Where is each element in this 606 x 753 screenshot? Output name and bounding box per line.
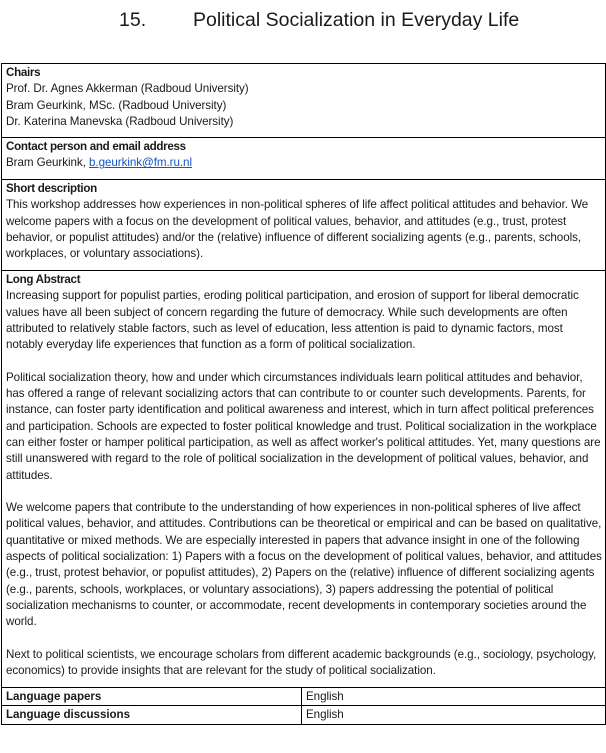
long-abstract-heading: Long Abstract <box>6 273 81 286</box>
abstract-paragraph: We welcome papers that contribute to the understanding of how experiences in non-political spheres of live affect political values, behavior, and attitudes. Contributions can be theoretical or empirical and can be based on qualitative, quantitative or mixed methods. We are especially interested in papers that advance insight in one of the following aspects of political socialization: 1) Papers with a focus on the development of political values, behavior, and attitudes (e.g., trust, protest behavior, or populist attitudes), 2) Papers on the (relative) influence of different socializing agents (e.g., parents, schools, workplaces, or voluntary associations), 3) papers addressing the potential of political socialization mechanisms to counter, or accommodate, recent developments in contemporary societies around the world. <box>6 501 602 629</box>
language-papers-label: Language papers <box>2 688 302 706</box>
chairs-row <box>2 64 606 138</box>
language-papers-value: English <box>302 688 606 706</box>
language-discussions-label: Language discussions <box>2 706 302 724</box>
chair-name: Dr. Katerina Manevska (Radboud University) <box>6 114 234 128</box>
abstract-paragraph: Political socialization theory, how and under which circumstances individuals learn political attitudes and behavior, has offered a range of relevant socializing actors that can contribute to or counter such developments. Parents, for instance, can foster party identification and political awareness and interest, which in turn affect political preferences and participation. Schools are expected to foster political knowledge and trust. Political socialization in the workplace can either foster or hamper political participation, as well as affect worker's political attitudes. Yet, many questions are still unanswered with regard to the role of political socialization in the development of political values, behavior, and attitudes. <box>6 370 601 482</box>
workshop-details-table <box>1 63 606 725</box>
long-abstract-row <box>2 271 606 688</box>
short-description-text: This workshop addresses how experiences in non-political spheres of life affect political attitudes and behavior. We welcome papers with a focus on the development of political values, behavior, and attitudes (e.g., trust, protest behavior, or populist attitudes) and/or the (relative) influence of different socializing agents (e.g., parents, schools, workplaces, or voluntary associations). <box>6 198 589 261</box>
contact-line <box>6 155 602 171</box>
language-papers-row <box>2 688 606 706</box>
language-discussions-value: English <box>302 706 606 724</box>
chair-name: Bram Geurkink, MSc. (Radboud University) <box>6 98 227 112</box>
chairs-heading: Chairs <box>6 66 41 79</box>
contact-heading: Contact person and email address <box>6 140 186 153</box>
workshop-title: Political Socialization in Everyday Life <box>193 9 520 31</box>
short-description-row <box>2 180 606 271</box>
section-number: 15. <box>119 9 147 31</box>
abstract-paragraph: Next to political scientists, we encourage scholars from different academic backgrounds (e.g., sociology, psychology, economics) to provide insights that are relevant for the study of political socialization. <box>6 647 597 678</box>
document-title <box>0 6 606 34</box>
chair-name: Prof. Dr. Agnes Akkerman (Radboud University) <box>6 82 249 96</box>
contact-row <box>2 138 606 180</box>
abstract-paragraph: Increasing support for populist parties, eroding political participation, and erosion of support for liberal democratic values have all been subject of concern regarding the future of democracy. While such developments are often attributed to relatively stable factors, such as level of education, less attention is paid to dynamic factors, most notably everyday life experiences that function as a form of political socialization. <box>6 289 579 352</box>
short-description-heading: Short description <box>6 182 97 195</box>
language-discussions-row <box>2 706 606 724</box>
contact-name: Bram Geurkink, <box>6 156 90 170</box>
contact-email-link[interactable]: b.geurkink@fm.ru.nl <box>89 156 192 170</box>
